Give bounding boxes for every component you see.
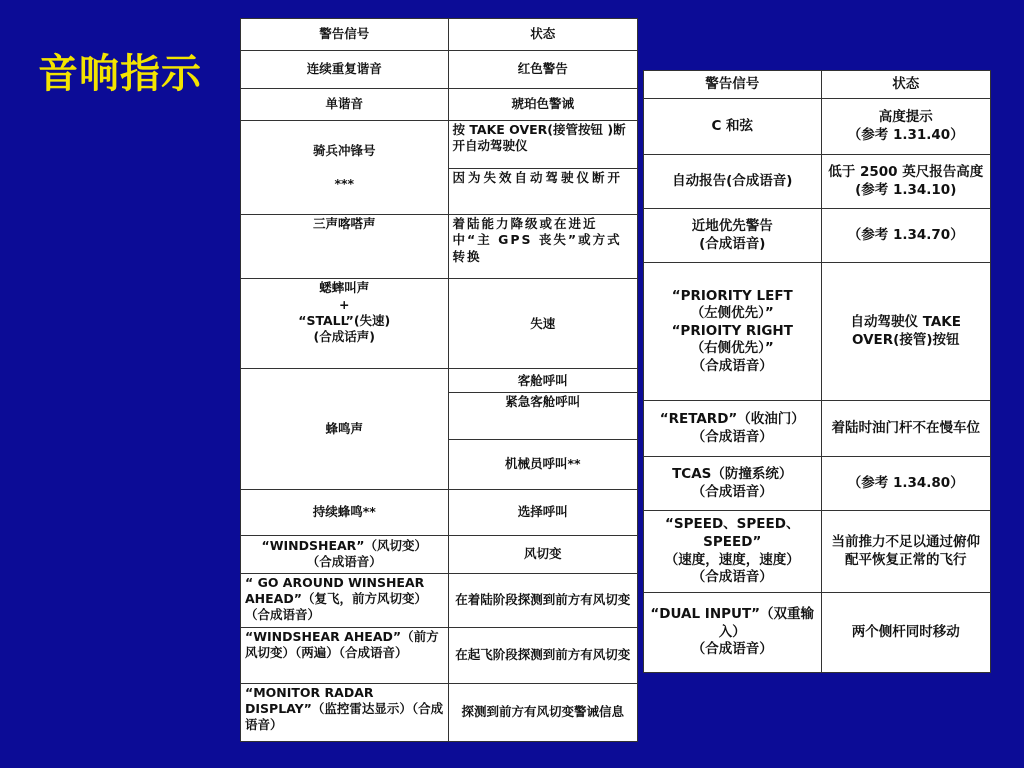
signal-cell: 蜂鸣声	[241, 369, 449, 489]
signal-cell: TCAS（防撞系统） （合成语音）	[644, 457, 822, 511]
status-cell: 两个侧杆同时移动	[821, 593, 991, 673]
table-row	[644, 593, 991, 673]
table-row	[241, 489, 638, 535]
signal-cell: “PRIORITY LEFT （左侧优先）” “PRIOITY RIGHT （右侧优先）” （合成语音）	[644, 263, 822, 401]
status-cell: 紧急客舱呼叫	[448, 393, 637, 439]
signal-cell: “MONITOR RADAR DISPLAY”（监控雷达显示）（合成语音）	[241, 683, 449, 741]
status-cell: 按 TAKE OVER(接管按钮 )断开自动驾驶仪	[448, 121, 637, 169]
signal-cell: 骑兵冲锋号 ***	[241, 121, 449, 215]
signal-cell: C 和弦	[644, 99, 822, 155]
signal-cell: 近地优先警告 (合成语音)	[644, 209, 822, 263]
table-row	[644, 511, 991, 593]
table-row	[241, 627, 638, 683]
status-cell: 当前推力不足以通过俯仰配平恢复正常的飞行	[821, 511, 991, 593]
status-cell: 客舱呼叫	[448, 369, 637, 393]
status-cell: 因为失效自动驾驶仪断开	[448, 169, 637, 215]
signal-cell: “SPEED、SPEED、SPEED” （速度，速度，速度） （合成语音）	[644, 511, 822, 593]
signal-cell: “RETARD”（收油门） （合成语音）	[644, 401, 822, 457]
table-row	[241, 121, 638, 169]
signal-cell: 连续重复谐音	[241, 51, 449, 89]
signal-cell: 持续蜂鸣**	[241, 489, 449, 535]
signal-cell: 单谐音	[241, 89, 449, 121]
signal-cell: 蟋蟀叫声 + “STALL”(失速) (合成话声)	[241, 279, 449, 369]
header-signal: 警告信号	[241, 19, 449, 51]
status-cell: 琥珀色警诫	[448, 89, 637, 121]
status-cell: 红色警告	[448, 51, 637, 89]
status-cell: 在起飞阶段探测到前方有风切变	[448, 627, 637, 683]
header-signal: 警告信号	[644, 71, 822, 99]
signal-cell: 自动报告(合成语音)	[644, 155, 822, 209]
header-status: 状态	[448, 19, 637, 51]
status-cell: （参考 1.34.70）	[821, 209, 991, 263]
table-row	[241, 279, 638, 369]
table-row	[644, 263, 991, 401]
table-row	[644, 209, 991, 263]
table-row	[241, 89, 638, 121]
table-header-row	[644, 71, 991, 99]
status-cell: 自动驾驶仪 TAKE OVER(接管)按钮	[821, 263, 991, 401]
status-cell: 着陆能力降级或在进近中“主 GPS 丧失”或方式转换	[448, 215, 637, 279]
table-row	[241, 683, 638, 741]
table-row	[241, 51, 638, 89]
table-row	[241, 535, 638, 573]
status-cell: （参考 1.34.80）	[821, 457, 991, 511]
table-row	[644, 457, 991, 511]
status-cell: 失速	[448, 279, 637, 369]
right-warning-table	[643, 70, 991, 673]
signal-cell: “ GO AROUND WINSHEAR AHEAD”（复飞，前方风切变）（合成语音）	[241, 573, 449, 627]
status-cell: 着陆时油门杆不在慢车位	[821, 401, 991, 457]
status-cell: 风切变	[448, 535, 637, 573]
table-row	[644, 99, 991, 155]
table-row	[644, 155, 991, 209]
status-cell: 机械员呼叫**	[448, 439, 637, 489]
table-row	[241, 215, 638, 279]
header-status: 状态	[821, 71, 991, 99]
signal-cell: 三声喀嗒声	[241, 215, 449, 279]
left-warning-table	[240, 18, 638, 742]
status-cell: 选择呼叫	[448, 489, 637, 535]
status-cell: 低于 2500 英尺报告高度(参考 1.34.10)	[821, 155, 991, 209]
status-cell: 高度提示 （参考 1.31.40）	[821, 99, 991, 155]
status-cell: 探测到前方有风切变警诫信息	[448, 683, 637, 741]
table-row	[241, 369, 638, 393]
status-cell: 在着陆阶段探测到前方有风切变	[448, 573, 637, 627]
signal-cell: “WINDSHEAR”（风切变） （合成语音）	[241, 535, 449, 573]
table-row	[644, 401, 991, 457]
slide-title: 音响指示	[38, 51, 202, 97]
table-row	[241, 573, 638, 627]
signal-cell: “DUAL INPUT”（双重输入） （合成语音）	[644, 593, 822, 673]
table-header-row	[241, 19, 638, 51]
signal-cell: “WINDSHEAR AHEAD”（前方风切变）（两遍）（合成语音）	[241, 627, 449, 683]
